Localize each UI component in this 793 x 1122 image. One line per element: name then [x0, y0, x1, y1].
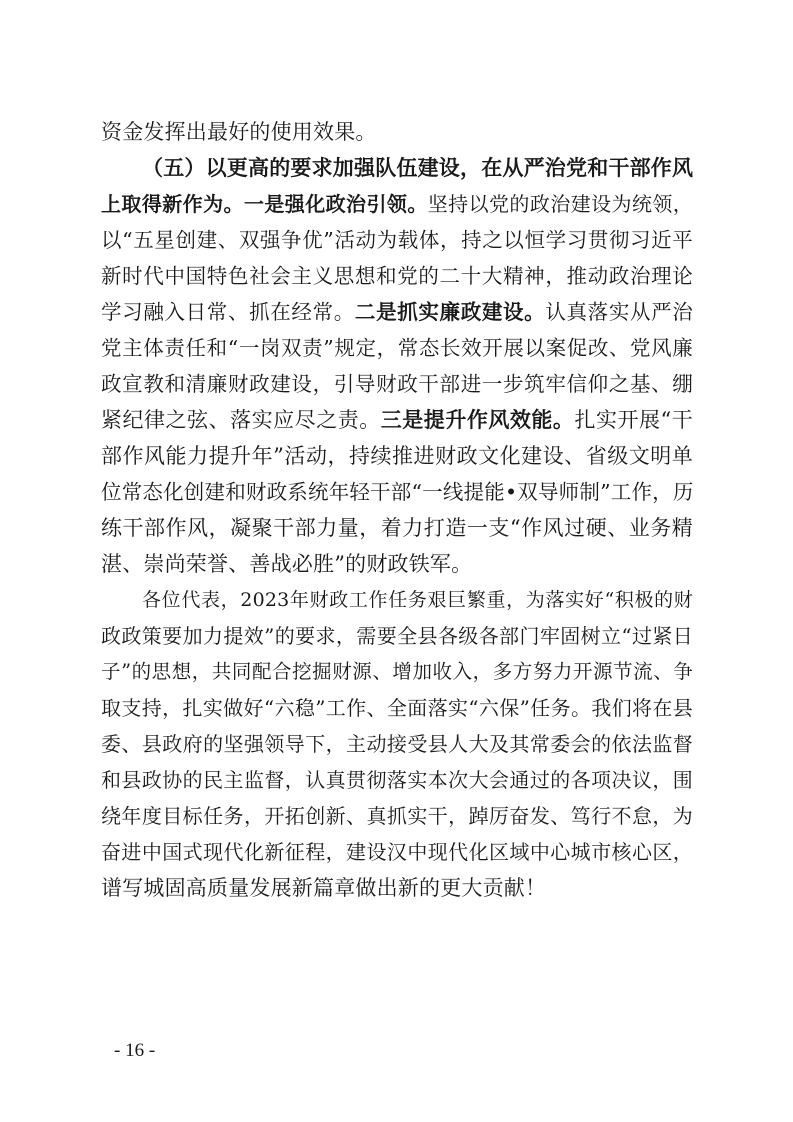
text-segment: 部作风能力提升年”活动，持续推进财政文化建设、省级文明单	[101, 444, 693, 468]
text-segment: 以“五星创建、双强争优”活动为载体，持之以恒学习贯彻习近平	[101, 228, 693, 252]
body-line	[101, 114, 693, 150]
body-line	[101, 654, 693, 690]
body-line	[101, 186, 693, 222]
body-line	[101, 690, 693, 726]
body-line	[101, 870, 693, 906]
page-number: - 16 -	[114, 1040, 156, 1061]
body-line	[101, 762, 693, 798]
section-heading-text: （五）以更高的要求加强队伍建设，在从严治党和干部作风	[142, 155, 694, 180]
text-segment: 谱写城固高质量发展新篇章做出新的更大贡献！	[101, 876, 547, 900]
body-line	[101, 258, 693, 294]
text-segment: 各位代表，2023年财政工作任务艰巨繁重，为落实好“积极的财	[142, 589, 693, 611]
body-line	[101, 618, 693, 654]
body-line	[101, 726, 693, 762]
body-line	[101, 834, 693, 870]
text-segment: 练干部作风，凝聚干部力量，着力打造一支“作风过硬、业务精	[101, 516, 693, 540]
text-segment: 扎实开展“干	[574, 408, 693, 432]
body-line	[101, 438, 693, 474]
text-segment: 委、县政府的坚强领导下，主动接受县人大及其常委会的依法监督	[101, 732, 693, 756]
paragraph-first-line	[142, 582, 693, 618]
body-line	[101, 222, 693, 258]
text-segment: 湛、崇尚荣誉、善战必胜”的财政铁军。	[101, 552, 473, 576]
text-segment: 认真落实从严治	[545, 300, 693, 324]
body-line	[101, 402, 693, 438]
text-segment: 取支持，扎实做好“六稳”工作、全面落实“六保”任务。我们将在县	[101, 696, 693, 720]
text-segment: 和县政协的民主监督，认真贯彻落实本次大会通过的各项决议，围	[101, 768, 693, 792]
text-segment: 绕年度目标任务，开拓创新、真抓实干，踔厉奋发、笃行不怠，为	[101, 804, 693, 828]
text-segment: 紧纪律之弦、落实应尽之责。	[101, 408, 381, 432]
text-segment: 政政策要加力提效”的要求，需要全县各级各部门牢固树立“过紧日	[101, 624, 693, 648]
body-line	[101, 294, 693, 330]
body-line	[101, 510, 693, 546]
text-segment: 新时代中国特色社会主义思想和党的二十大精神，推动政治理论	[101, 264, 693, 288]
text-segment: 资金发挥出最好的使用效果。	[101, 120, 377, 144]
body-line	[101, 330, 693, 366]
section-heading-line	[142, 150, 693, 186]
bold-subheading: 上取得新作为。一是强化政治引领。	[101, 192, 428, 216]
body-line	[101, 474, 693, 510]
text-segment: 学习融入日常、抓在经常。	[101, 300, 355, 324]
text-segment: 党主体责任和“一岗双责”规定，常态长效开展以案促改、党风廉	[101, 336, 693, 360]
bold-subheading: 三是提升作风效能。	[380, 407, 575, 432]
text-segment: 位常态化创建和财政系统年轻干部“一线提能•双导师制”工作，历	[101, 480, 694, 504]
body-line	[101, 366, 693, 402]
text-segment: 坚持以党的政治建设为统领，	[427, 192, 694, 216]
text-segment: 政宣教和清廉财政建设，引导财政干部进一步筑牢信仰之基、绷	[101, 372, 693, 396]
bold-subheading: 二是抓实廉政建设。	[354, 300, 546, 324]
text-segment: 子”的思想，共同配合挖掘财源、增加收入，多方努力开源节流、争	[101, 660, 693, 683]
text-segment: 奋进中国式现代化新征程，建设汉中现代化区域中心城市核心区，	[101, 840, 693, 864]
body-line	[101, 798, 693, 834]
body-line	[101, 546, 693, 582]
